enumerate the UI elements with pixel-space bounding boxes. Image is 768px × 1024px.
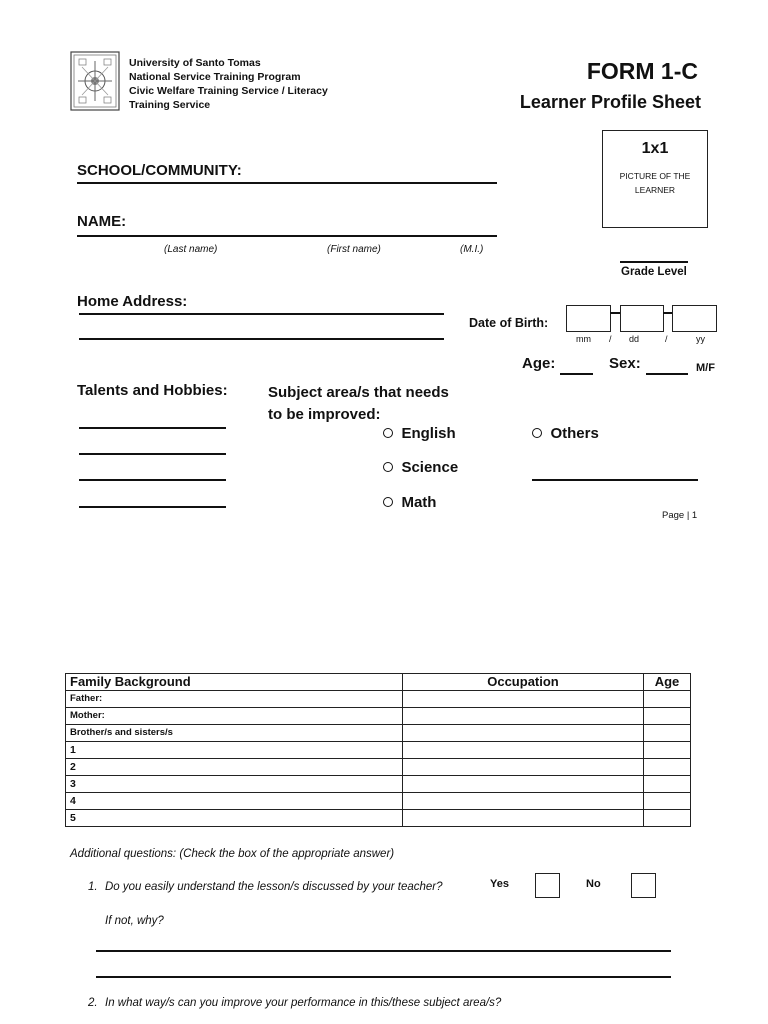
- institution-line-1: University of Santo Tomas: [129, 57, 261, 69]
- dob-sep-2: /: [665, 334, 668, 344]
- subject-label-line-1: Subject area/s that needs: [268, 384, 449, 401]
- institution-line-4: Training Service: [129, 99, 211, 111]
- subject-science-label: Science: [401, 459, 459, 476]
- table-header-row: [66, 674, 691, 691]
- dob-yy-hint: yy: [696, 334, 705, 344]
- school-line[interactable]: [77, 182, 497, 184]
- age-cell[interactable]: [644, 793, 691, 810]
- family-header: Family Background: [66, 674, 403, 691]
- row-label: Mother:: [66, 708, 403, 725]
- institution-line-2: National Service Training Program: [129, 71, 301, 83]
- radio-icon[interactable]: [383, 462, 393, 472]
- row-label: Father:: [66, 691, 403, 708]
- radio-icon[interactable]: [532, 428, 542, 438]
- form-id: FORM 1-C: [586, 58, 698, 84]
- row-label: 5: [66, 810, 403, 827]
- dob-mm-box[interactable]: [566, 305, 611, 332]
- subject-option-others[interactable]: [532, 425, 599, 443]
- page-number: Page | 1: [662, 510, 698, 521]
- institution-line-3: Civic Welfare Training Service / Literacy: [129, 85, 328, 97]
- dob-mm-hint: mm: [576, 334, 591, 344]
- table-row: [66, 742, 691, 759]
- row-label: 2: [66, 759, 403, 776]
- subject-option-math[interactable]: [383, 494, 436, 512]
- questions-intro: Additional questions: (Check the box of the appropriate answer): [70, 848, 395, 860]
- age-label: Age:: [522, 355, 556, 372]
- age-cell[interactable]: [644, 691, 691, 708]
- grade-level-label: Grade Level: [621, 266, 687, 278]
- age-cell[interactable]: [644, 759, 691, 776]
- subject-option-english[interactable]: [383, 425, 456, 443]
- table-row: [66, 776, 691, 793]
- q1-answer-line-1[interactable]: [96, 950, 671, 952]
- q1-text: Do you easily understand the lesson/s discussed by your teacher?: [105, 881, 443, 893]
- talents-label: Talents and Hobbies:: [77, 382, 228, 399]
- institution-block: [129, 56, 328, 112]
- table-row: [66, 793, 691, 810]
- occupation-cell[interactable]: [403, 810, 644, 827]
- age-cell[interactable]: [644, 776, 691, 793]
- photo-caption-2: LEARNER: [634, 185, 676, 195]
- occupation-cell[interactable]: [403, 776, 644, 793]
- radio-icon[interactable]: [383, 428, 393, 438]
- yes-label: Yes: [490, 878, 509, 890]
- no-label: No: [586, 878, 601, 890]
- subject-label: [268, 382, 449, 426]
- occupation-cell[interactable]: [403, 708, 644, 725]
- others-line[interactable]: [532, 479, 698, 481]
- table-row: [66, 691, 691, 708]
- dob-connector-1: [610, 312, 620, 314]
- photo-size: 1x1: [641, 140, 669, 157]
- home-address-label: Home Address:: [77, 293, 188, 310]
- occupation-cell[interactable]: [403, 691, 644, 708]
- q1-answer-line-2[interactable]: [96, 976, 671, 978]
- table-row: [66, 708, 691, 725]
- sex-line[interactable]: [646, 373, 688, 375]
- home-address-line-2[interactable]: [79, 338, 444, 340]
- occupation-cell[interactable]: [403, 725, 644, 742]
- age-cell[interactable]: [644, 725, 691, 742]
- table-row: [66, 810, 691, 827]
- age-cell[interactable]: [644, 742, 691, 759]
- dob-yy-box[interactable]: [672, 305, 717, 332]
- photo-box[interactable]: [602, 130, 708, 228]
- last-name-hint: (Last name): [164, 244, 218, 255]
- row-label: 1: [66, 742, 403, 759]
- q1-number: 1.: [88, 881, 98, 893]
- row-label: 4: [66, 793, 403, 810]
- first-name-hint: (First name): [327, 244, 381, 255]
- name-line[interactable]: [77, 235, 497, 237]
- family-background-table: [65, 673, 691, 827]
- row-label: 3: [66, 776, 403, 793]
- age-header: Age: [644, 674, 691, 691]
- radio-icon[interactable]: [383, 497, 393, 507]
- grade-level-line[interactable]: [620, 261, 688, 263]
- mi-hint: (M.I.): [460, 244, 484, 255]
- q1-followup: If not, why?: [105, 915, 164, 927]
- q2-number: 2.: [88, 997, 98, 1009]
- dob-connector-2: [663, 312, 672, 314]
- table-row: [66, 759, 691, 776]
- others-label: Others: [550, 425, 599, 442]
- age-line[interactable]: [560, 373, 593, 375]
- occupation-cell[interactable]: [403, 793, 644, 810]
- dob-dd-hint: dd: [629, 334, 640, 344]
- school-label: SCHOOL/COMMUNITY:: [77, 162, 242, 179]
- talents-line-1[interactable]: [79, 427, 226, 429]
- name-label: NAME:: [77, 213, 127, 230]
- yes-checkbox[interactable]: [535, 873, 560, 898]
- q2-text: In what way/s can you improve your performance in this/these subject area/s?: [105, 997, 502, 1009]
- sex-hint: M/F: [696, 362, 715, 374]
- talents-line-3[interactable]: [79, 479, 226, 481]
- dob-label: Date of Birth:: [469, 316, 549, 330]
- occupation-cell[interactable]: [403, 742, 644, 759]
- talents-line-4[interactable]: [79, 506, 226, 508]
- age-cell[interactable]: [644, 810, 691, 827]
- photo-caption-1: PICTURE OF THE: [619, 171, 691, 181]
- dob-dd-box[interactable]: [620, 305, 664, 332]
- no-checkbox[interactable]: [631, 873, 656, 898]
- subject-math-label: Math: [401, 494, 437, 511]
- home-address-line-1[interactable]: [79, 313, 444, 315]
- row-label: Brother/s and sisters/s: [66, 725, 403, 742]
- subject-english-label: English: [401, 425, 456, 442]
- subject-option-science[interactable]: [383, 459, 458, 477]
- talents-line-2[interactable]: [79, 453, 226, 455]
- occupation-header: Occupation: [403, 674, 644, 691]
- sex-label: Sex:: [609, 355, 641, 372]
- table-row: [66, 725, 691, 742]
- form-title: Learner Profile Sheet: [519, 92, 701, 112]
- subject-label-line-2: to be improved:: [268, 406, 381, 423]
- age-cell[interactable]: [644, 708, 691, 725]
- university-seal-icon: [70, 51, 120, 111]
- occupation-cell[interactable]: [403, 759, 644, 776]
- dob-sep-1: /: [609, 334, 612, 344]
